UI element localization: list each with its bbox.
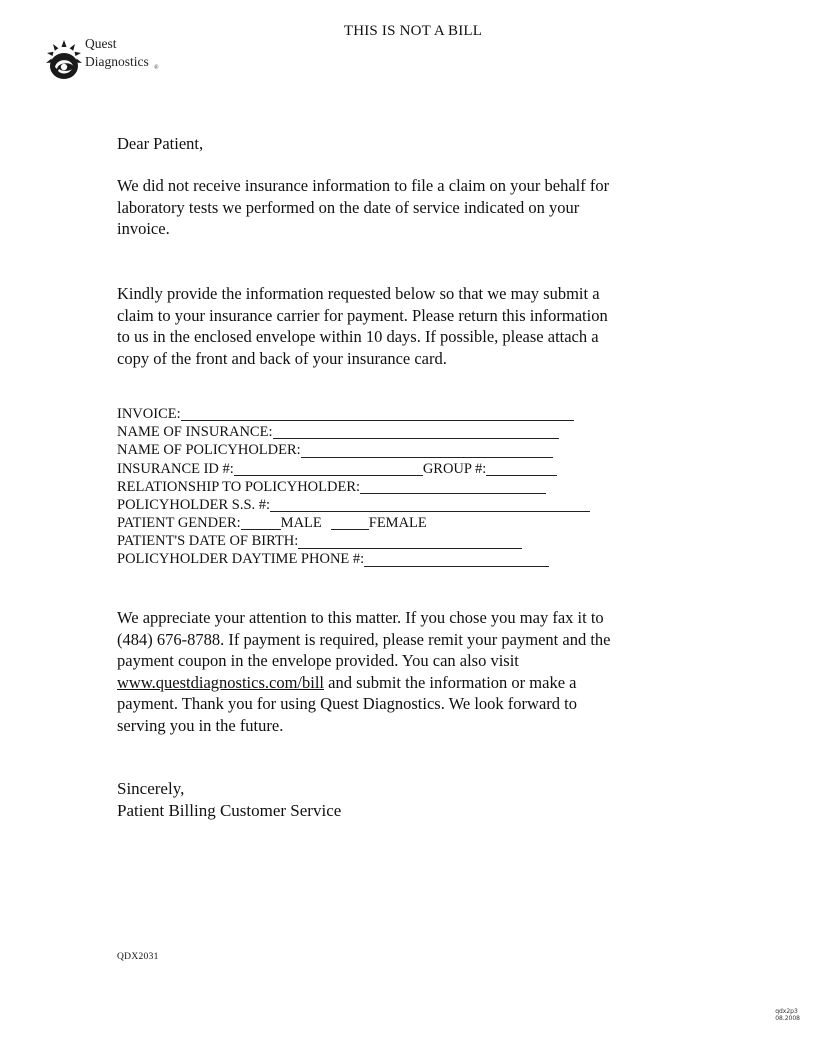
form-row-gender: [117, 514, 597, 532]
policyholder-ss-field[interactable]: [270, 497, 590, 512]
policyholder-name-field[interactable]: [301, 443, 553, 458]
corner-code: [775, 1008, 800, 1022]
intro-line: invoice.: [117, 219, 170, 238]
dob-label: PATIENT'S DATE OF BIRTH:: [117, 533, 299, 550]
form-row-dob: [117, 532, 597, 550]
greeting-text: Dear Patient,: [117, 134, 204, 153]
gender-label: PATIENT GENDER:: [117, 515, 241, 532]
quest-logo: [44, 38, 174, 82]
closing-line-with-link: [117, 672, 697, 694]
form-row-relationship: [117, 478, 597, 496]
request-paragraph: [117, 283, 697, 369]
form-row-policyholder-ss: [117, 496, 597, 514]
relationship-label: RELATIONSHIP TO POLICYHOLDER:: [117, 478, 361, 495]
gender-female-blank[interactable]: [331, 515, 369, 530]
logo-wordmark: [85, 35, 149, 71]
form-code: QDX2031: [117, 952, 159, 962]
corner-code-line2: 08.2008: [775, 1015, 800, 1022]
policyholder-name-label: NAME OF POLICYHOLDER:: [117, 442, 301, 459]
gender-female-option: FEMALE: [368, 515, 427, 532]
gender-male-blank[interactable]: [241, 515, 281, 530]
logo-trademark: ®: [154, 65, 159, 71]
invoice-field[interactable]: [181, 406, 574, 421]
form-row-policyholder-name: [117, 441, 597, 459]
form-row-insurance-id: [117, 460, 597, 478]
signature-name: Patient Billing Customer Service: [117, 801, 342, 820]
website-link[interactable]: www.questdiagnostics.com/bill: [117, 672, 324, 692]
policyholder-ss-label: POLICYHOLDER S.S. #:: [117, 496, 271, 513]
intro-paragraph: [117, 175, 697, 240]
closing-line: payment. Thank you for using Quest Diagnostics. We look forward to: [117, 694, 577, 713]
insurance-name-label: NAME OF INSURANCE:: [117, 424, 273, 441]
request-line: Kindly provide the information requested below so that we may submit a: [117, 284, 600, 303]
closing-line: serving you in the future.: [117, 715, 284, 735]
request-line: copy of the front and back of your insurance card.: [117, 348, 447, 368]
insurance-name-field[interactable]: [273, 424, 559, 439]
form-row-insurance-name: [117, 423, 597, 441]
closing-line: payment coupon in the envelope provided. You can also visit: [117, 651, 519, 670]
closing-paragraph: [117, 607, 697, 736]
request-line: to us in the enclosed envelope within 10 days. If possible, please attach a: [117, 327, 599, 346]
phone-label: POLICYHOLDER DAYTIME PHONE #:: [117, 551, 365, 568]
insurance-id-field[interactable]: [234, 461, 423, 476]
intro-line: We did not receive insurance information to file a claim on your behalf for: [117, 176, 610, 195]
group-label: GROUP #:: [422, 460, 487, 477]
gender-male-option: MALE: [280, 515, 322, 532]
closing-line: We appreciate your attention to this matter. If you chose you may fax it to: [117, 608, 604, 627]
request-line: claim to your insurance carrier for payment. Please return this information: [117, 305, 608, 325]
group-field[interactable]: [486, 461, 557, 476]
relationship-field[interactable]: [360, 479, 546, 494]
greeting: [117, 133, 697, 155]
form-row-invoice: [117, 405, 597, 423]
insurance-id-label: INSURANCE ID #:: [117, 460, 234, 477]
closing-line: (484) 676-8788. If payment is required, please remit your payment and the: [117, 629, 611, 649]
signoff: Sincerely,: [117, 779, 185, 798]
closing-line-tail: and submit the information or make a: [328, 672, 577, 692]
insurance-info-form: [117, 405, 597, 569]
not-a-bill-heading: THIS IS NOT A BILL: [343, 23, 483, 39]
logo-line-quest: Quest: [85, 36, 117, 51]
intro-line: laboratory tests we performed on the date of service indicated on your: [117, 197, 580, 217]
dob-field[interactable]: [298, 534, 522, 549]
invoice-label: INVOICE:: [117, 405, 181, 422]
signature-block: [117, 778, 341, 822]
form-row-phone: [117, 551, 597, 569]
quest-sunburst-icon: [44, 38, 84, 82]
phone-field[interactable]: [364, 552, 549, 567]
logo-line-diagnostics: Diagnostics: [85, 54, 149, 69]
corner-code-line1: qdx2p3: [775, 1008, 798, 1015]
